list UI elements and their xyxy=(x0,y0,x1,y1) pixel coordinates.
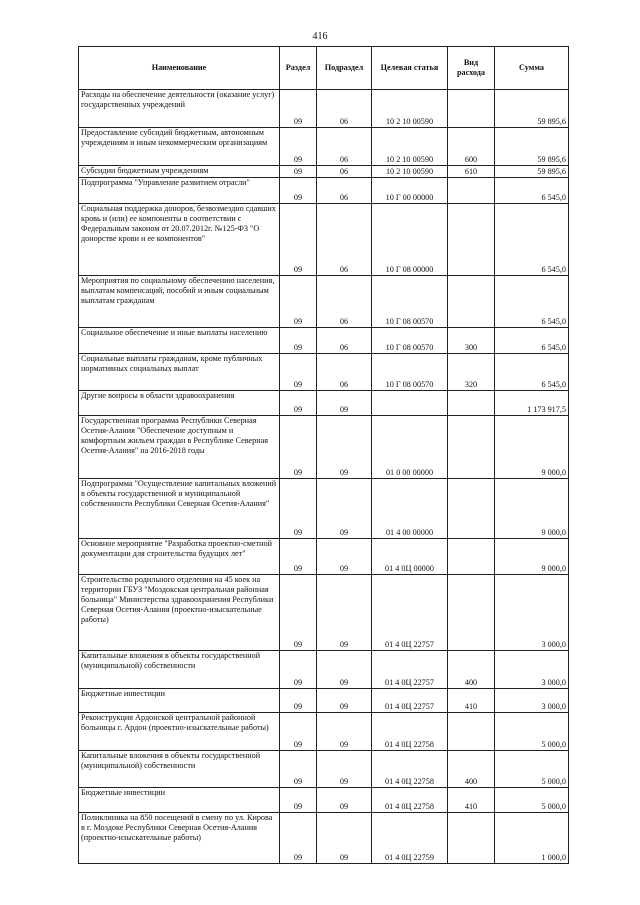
row-sum: 6 545,0 xyxy=(495,276,569,328)
row-type xyxy=(448,813,495,864)
row-section: 09 xyxy=(280,354,317,391)
row-sum: 9 000,0 xyxy=(495,416,569,479)
row-name: Социальное обеспечение и иные выплаты населению xyxy=(79,328,280,354)
header-target: Целевая статья xyxy=(372,47,448,90)
row-target: 01 4 0Ц 00000 xyxy=(372,539,448,575)
row-subsection: 09 xyxy=(317,751,372,788)
row-name: Субсидии бюджетным учреждениям xyxy=(79,166,280,178)
row-sum: 6 545,0 xyxy=(495,178,569,204)
row-section: 09 xyxy=(280,575,317,651)
header-name: Наименование xyxy=(79,47,280,90)
row-name: Расходы на обеспечение деятельности (оказание услуг) государственных учреждений xyxy=(79,90,280,128)
row-type: 400 xyxy=(448,651,495,689)
row-type: 320 xyxy=(448,354,495,391)
row-section: 09 xyxy=(280,713,317,751)
row-section: 09 xyxy=(280,689,317,713)
row-subsection: 09 xyxy=(317,479,372,539)
row-type xyxy=(448,391,495,416)
row-name: Бюджетные инвестиции xyxy=(79,788,280,813)
row-sum: 6 545,0 xyxy=(495,354,569,391)
row-name: Социальная поддержка доноров, безвозмездно сдавших кровь и (или) ее компоненты в соответствии с Федеральным законом от 20.07.2012г. №125-ФЗ "О донорстве крови и ее компонентов" xyxy=(79,204,280,276)
row-name: Предоставление субсидий бюджетным, автономным учреждениям и иным некоммерческим организациям xyxy=(79,128,280,166)
row-type xyxy=(448,539,495,575)
row-type xyxy=(448,575,495,651)
table-row xyxy=(79,689,569,713)
budget-table xyxy=(78,46,569,864)
row-section: 09 xyxy=(280,651,317,689)
row-section: 09 xyxy=(280,479,317,539)
row-target: 10 Г 08 00570 xyxy=(372,276,448,328)
table-header-row xyxy=(79,47,569,90)
row-section: 09 xyxy=(280,178,317,204)
row-name: Поликлиника на 850 посещений в смену по ул. Кирова в г. Моздоке Республики Северная Осетия-Алания (проектно-изыскательные работы) xyxy=(79,813,280,864)
row-target: 01 4 0Ц 22758 xyxy=(372,751,448,788)
row-type xyxy=(448,479,495,539)
row-type: 410 xyxy=(448,689,495,713)
row-sum: 1 000,0 xyxy=(495,813,569,864)
row-type: 400 xyxy=(448,751,495,788)
row-sum: 6 545,0 xyxy=(495,204,569,276)
row-target: 01 4 0Ц 22757 xyxy=(372,651,448,689)
row-name: Подпрограмма "Осуществление капитальных вложений в объекты государственной и муниципальной собственности Республики Северная Осетия-Алания" xyxy=(79,479,280,539)
row-section: 09 xyxy=(280,813,317,864)
table-row xyxy=(79,276,569,328)
row-section: 09 xyxy=(280,391,317,416)
table-row xyxy=(79,651,569,689)
row-name: Бюджетные инвестиции xyxy=(79,689,280,713)
row-target: 10 Г 00 00000 xyxy=(372,178,448,204)
row-sum: 5 000,0 xyxy=(495,788,569,813)
row-target: 01 0 00 00000 xyxy=(372,416,448,479)
row-target: 10 2 10 00590 xyxy=(372,90,448,128)
row-subsection: 06 xyxy=(317,204,372,276)
table-row xyxy=(79,479,569,539)
row-sum: 6 545,0 xyxy=(495,328,569,354)
row-name: Мероприятия по социальному обеспечению населения, выплатам компенсаций, пособий и иным социальным выплатам гражданам xyxy=(79,276,280,328)
row-type: 610 xyxy=(448,166,495,178)
row-name: Реконструкция Ардонской центральной районной больницы г. Ардон (проектно-изыскательные работы) xyxy=(79,713,280,751)
row-type xyxy=(448,204,495,276)
row-type: 600 xyxy=(448,128,495,166)
row-target: 01 4 0Ц 22757 xyxy=(372,689,448,713)
header-section: Раздел xyxy=(280,47,317,90)
row-type xyxy=(448,713,495,751)
header-type: Вид расхода xyxy=(448,47,495,90)
row-subsection: 06 xyxy=(317,178,372,204)
page-number: 416 xyxy=(312,31,328,42)
row-target: 01 4 0Ц 22757 xyxy=(372,575,448,651)
table-row xyxy=(79,539,569,575)
row-subsection: 06 xyxy=(317,354,372,391)
row-sum: 59 895,6 xyxy=(495,128,569,166)
row-sum: 9 000,0 xyxy=(495,539,569,575)
table-row xyxy=(79,328,569,354)
row-target: 10 2 10 00590 xyxy=(372,128,448,166)
row-subsection: 06 xyxy=(317,128,372,166)
row-sum: 5 000,0 xyxy=(495,751,569,788)
row-section: 09 xyxy=(280,166,317,178)
row-sum: 59 895,6 xyxy=(495,90,569,128)
row-type xyxy=(448,90,495,128)
row-sum: 59 895,6 xyxy=(495,166,569,178)
row-name: Социальные выплаты гражданам, кроме публичных нормативных социальных выплат xyxy=(79,354,280,391)
row-target: 01 4 0Ц 22759 xyxy=(372,813,448,864)
row-target: 10 2 10 00590 xyxy=(372,166,448,178)
header-sum: Сумма xyxy=(495,47,569,90)
row-subsection: 06 xyxy=(317,90,372,128)
row-subsection: 09 xyxy=(317,813,372,864)
row-sum: 1 173 917,5 xyxy=(495,391,569,416)
table-row xyxy=(79,416,569,479)
row-target: 01 4 0Ц 22758 xyxy=(372,788,448,813)
row-sum: 3 000,0 xyxy=(495,651,569,689)
table-row xyxy=(79,204,569,276)
row-type: 300 xyxy=(448,328,495,354)
row-subsection: 09 xyxy=(317,788,372,813)
row-type xyxy=(448,416,495,479)
row-name: Другие вопросы в области здравоохранения xyxy=(79,391,280,416)
row-type: 410 xyxy=(448,788,495,813)
row-section: 09 xyxy=(280,539,317,575)
row-section: 09 xyxy=(280,204,317,276)
row-target: 10 Г 08 00000 xyxy=(372,204,448,276)
row-subsection: 09 xyxy=(317,575,372,651)
table-row xyxy=(79,391,569,416)
row-target: 10 Г 08 00570 xyxy=(372,354,448,391)
table-row xyxy=(79,128,569,166)
row-type xyxy=(448,178,495,204)
row-subsection: 09 xyxy=(317,651,372,689)
table-row xyxy=(79,166,569,178)
table-row xyxy=(79,751,569,788)
row-name: Подпрограмма "Управление развитием отрасли" xyxy=(79,178,280,204)
row-target: 01 4 0Ц 22758 xyxy=(372,713,448,751)
table-row xyxy=(79,713,569,751)
table-row xyxy=(79,575,569,651)
row-section: 09 xyxy=(280,90,317,128)
row-subsection: 06 xyxy=(317,328,372,354)
row-subsection: 06 xyxy=(317,276,372,328)
row-subsection: 09 xyxy=(317,539,372,575)
row-subsection: 06 xyxy=(317,166,372,178)
row-name: Строительство родильного отделения на 45 коек на территории ГБУЗ "Моздокская центральная районная больница" Министерства здравоохранения Республики Северная Осетия-Алания (проектно-изыскательные работы) xyxy=(79,575,280,651)
row-section: 09 xyxy=(280,788,317,813)
row-section: 09 xyxy=(280,276,317,328)
table-row xyxy=(79,178,569,204)
row-section: 09 xyxy=(280,128,317,166)
table-row xyxy=(79,354,569,391)
table-row xyxy=(79,90,569,128)
row-subsection: 09 xyxy=(317,391,372,416)
row-subsection: 09 xyxy=(317,713,372,751)
row-name: Капитальные вложения в объекты государственной (муниципальной) собственности xyxy=(79,751,280,788)
row-sum: 3 000,0 xyxy=(495,689,569,713)
header-subsection: Подраздел xyxy=(317,47,372,90)
row-name: Государственная программа Республики Северная Осетия-Алания "Обеспечение доступным и комфортным жильем граждан в Республике Северная Осетия-Алания" на 2016-2018 годы xyxy=(79,416,280,479)
table-row xyxy=(79,788,569,813)
row-section: 09 xyxy=(280,416,317,479)
row-target: 01 4 00 00000 xyxy=(372,479,448,539)
row-subsection: 09 xyxy=(317,416,372,479)
row-target xyxy=(372,391,448,416)
row-sum: 9 000,0 xyxy=(495,479,569,539)
row-sum: 5 000,0 xyxy=(495,713,569,751)
row-sum: 3 000,0 xyxy=(495,575,569,651)
row-section: 09 xyxy=(280,751,317,788)
table-row xyxy=(79,813,569,864)
row-name: Основное мероприятие "Разработка проектно-сметной документации для строительства будущих лет" xyxy=(79,539,280,575)
row-name: Капитальные вложения в объекты государственной (муниципальной) собственности xyxy=(79,651,280,689)
row-type xyxy=(448,276,495,328)
row-section: 09 xyxy=(280,328,317,354)
row-subsection: 09 xyxy=(317,689,372,713)
row-target: 10 Г 08 00570 xyxy=(372,328,448,354)
